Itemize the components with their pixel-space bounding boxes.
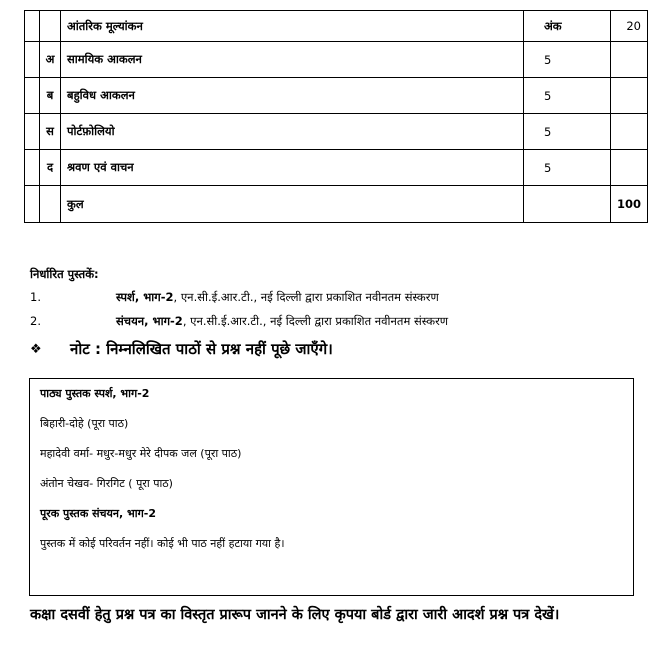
box-line: पुस्तक में कोई परिवर्तन नहीं। कोई भी पाठ नहीं हटाया गया है। bbox=[40, 537, 285, 550]
table-cell-blank bbox=[25, 11, 40, 42]
book-number: 2. bbox=[30, 314, 41, 328]
row-code bbox=[40, 186, 61, 223]
box-line: बिहारी-दोहे (पूरा पाठ) bbox=[40, 417, 129, 430]
row-total bbox=[610, 42, 647, 78]
table-cell-blank bbox=[25, 186, 40, 223]
row-marks bbox=[523, 186, 610, 223]
row-marks: 5 bbox=[523, 42, 610, 78]
box-line: महादेवी वर्मा- मधुर-मधुर मेरे दीपक जल (पूरा पाठ) bbox=[40, 447, 242, 460]
excluded-chapters-box bbox=[29, 378, 634, 596]
row-total bbox=[610, 78, 647, 114]
row-code: द bbox=[40, 150, 61, 186]
row-marks: 5 bbox=[523, 78, 610, 114]
book-text bbox=[116, 314, 448, 329]
book-title: स्पर्श, भाग-2 bbox=[116, 290, 174, 304]
row-label: पोर्टफ़ोलियो bbox=[61, 114, 524, 150]
row-label: श्रवण एवं वाचन bbox=[61, 150, 524, 186]
footer-instruction: कक्षा दसवीं हेतु प्रश्न पत्र का विस्तृत प्रारूप जानने के लिए कृपया बोर्ड द्वारा जारी आदर्श प्रश्न पत्र देखें। bbox=[30, 607, 560, 623]
row-marks: 5 bbox=[523, 114, 610, 150]
row-marks: 5 bbox=[523, 150, 610, 186]
table-cell-blank bbox=[25, 42, 40, 78]
book-title: संचयन, भाग-2 bbox=[116, 314, 183, 328]
book-publisher: , एन.सी.ई.आर.टी., नई दिल्ली द्वारा प्रकाशित नवीनतम संस्करण bbox=[182, 314, 449, 328]
row-code: अ bbox=[40, 42, 61, 78]
row-code: स bbox=[40, 114, 61, 150]
table-row bbox=[25, 78, 648, 114]
row-marks: अंक bbox=[523, 11, 610, 42]
prescribed-books-heading: निर्धारित पुस्तकें: bbox=[30, 267, 99, 281]
row-label: आंतरिक मूल्यांकन bbox=[61, 11, 524, 42]
table-cell-blank bbox=[25, 150, 40, 186]
row-code: ब bbox=[40, 78, 61, 114]
book-item bbox=[30, 314, 448, 329]
row-total bbox=[610, 150, 647, 186]
book-text bbox=[116, 290, 439, 305]
row-code bbox=[40, 11, 61, 42]
table-row bbox=[25, 114, 648, 150]
table-cell-blank bbox=[25, 78, 40, 114]
internal-assessment-table bbox=[24, 10, 648, 223]
note-line bbox=[30, 339, 333, 359]
book-item bbox=[30, 290, 439, 305]
note-text: नोट : निम्नलिखित पाठों से प्रश्न नहीं पूछे जाएँगे। bbox=[70, 340, 333, 358]
book-publisher: , एन.सी.ई.आर.टी., नई दिल्ली द्वारा प्रकाशित नवीनतम संस्करण bbox=[173, 290, 439, 304]
row-label: सामयिक आकलन bbox=[61, 42, 524, 78]
book-number: 1. bbox=[30, 290, 41, 304]
table-row bbox=[25, 42, 648, 78]
box-line: पूरक पुस्तक संचयन, भाग-2 bbox=[40, 507, 157, 520]
row-total: 20 bbox=[610, 11, 647, 42]
row-label: बहुविध आकलन bbox=[61, 78, 524, 114]
table-cell-blank bbox=[25, 114, 40, 150]
table-row bbox=[25, 150, 648, 186]
table-row bbox=[25, 186, 648, 223]
table-row bbox=[25, 11, 648, 42]
row-label: कुल bbox=[61, 186, 524, 223]
row-total: 100 bbox=[610, 186, 647, 223]
row-total bbox=[610, 114, 647, 150]
diamond-bullet-icon: ❖ bbox=[30, 341, 42, 357]
box-line: अंतोन चेखव- गिरगिट ( पूरा पाठ) bbox=[40, 477, 173, 490]
box-line: पाठ्य पुस्तक स्पर्श, भाग-2 bbox=[40, 387, 150, 400]
